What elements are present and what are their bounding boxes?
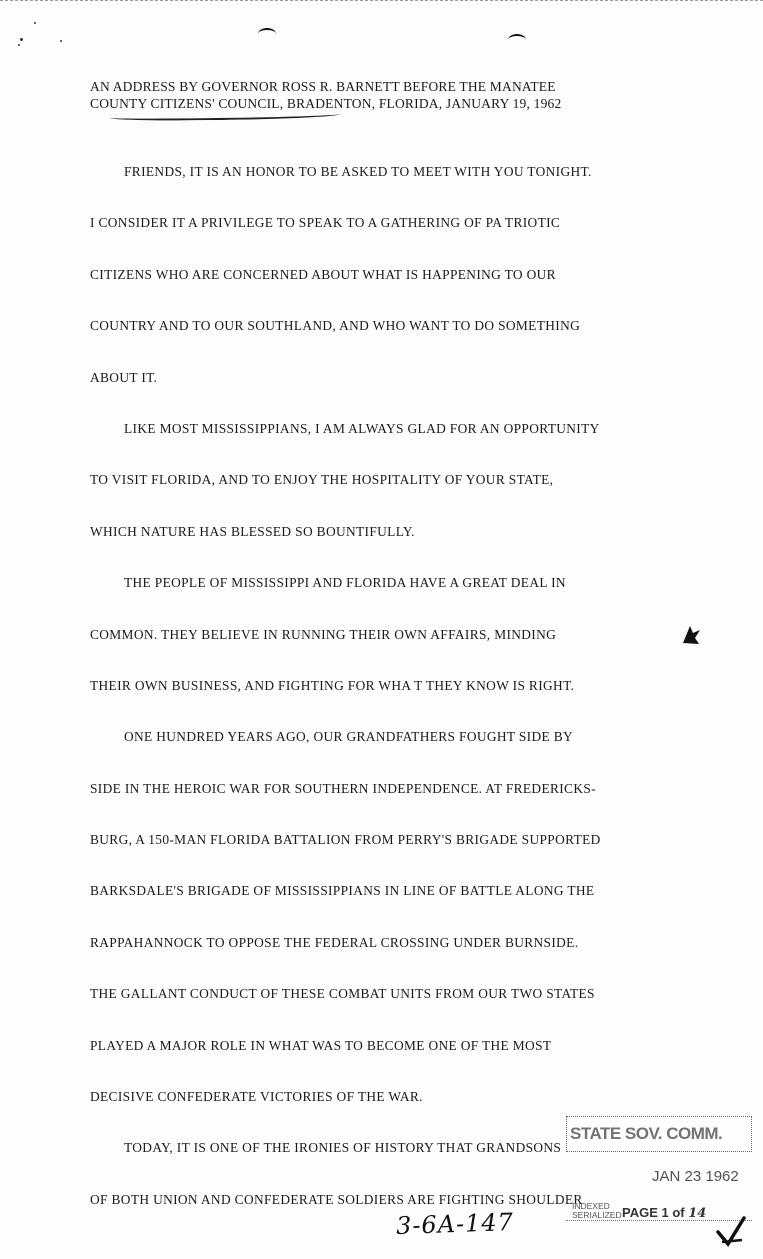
stamp-page-text: PAGE 1 of — [622, 1205, 685, 1220]
stamp-page-total: 14 — [688, 1206, 707, 1221]
speech-line: OF BOTH UNION AND CONFEDERATE SOLDIERS ARE FIGHTING SHOULDER — [90, 1191, 583, 1207]
receipt-stamp — [566, 1116, 754, 1246]
stamp-page-label — [622, 1205, 706, 1221]
speech-line: PLAYED A MAJOR ROLE IN WHAT WAS TO BECOME ONE OF THE MOST — [90, 1037, 552, 1053]
speech-line: COUNTRY AND TO OUR SOUTHLAND, AND WHO WANT TO DO SOMETHING — [90, 318, 581, 334]
scan-speck — [34, 22, 36, 24]
speech-line: WHICH NATURE HAS BLESSED SO BOUNTIFULLY. — [90, 523, 415, 539]
speech-line: LIKE MOST MISSISSIPPIANS, I AM ALWAYS GLAD FOR AN OPPORTUNITY — [124, 420, 600, 436]
speech-line: ONE HUNDRED YEARS AGO, OUR GRANDFATHERS FOUGHT SIDE BY — [124, 729, 574, 745]
speech-line: TO VISIT FLORIDA, AND TO ENJOY THE HOSPITALITY OF YOUR STATE, — [90, 472, 554, 488]
speech-line: THE PEOPLE OF MISSISSIPPI AND FLORIDA HAVE A GREAT DEAL IN — [124, 575, 566, 591]
speech-body — [90, 146, 750, 1225]
page-top-edge — [0, 0, 763, 5]
stamp-date: JAN 23 1962 — [652, 1168, 739, 1185]
handwritten-mark — [258, 28, 276, 40]
speech-line: SIDE IN THE HEROIC WAR FOR SOUTHERN INDEPENDENCE. AT FREDERICKS- — [90, 780, 596, 796]
scan-speck — [20, 38, 23, 41]
handwritten-underline — [110, 111, 340, 121]
stamp-indexed-label: INDEXED SERIALIZED — [572, 1201, 622, 1220]
speech-line: FRIENDS, IT IS AN HONOR TO BE ASKED TO MEET WITH YOU TONIGHT. — [124, 164, 592, 179]
scan-speck — [60, 40, 62, 42]
speech-line: ABOUT IT. — [90, 369, 158, 385]
document-heading — [90, 78, 730, 112]
scan-speck — [18, 44, 20, 46]
speech-line: CITIZENS WHO ARE CONCERNED ABOUT WHAT IS HAPPENING TO OUR — [90, 266, 556, 282]
speech-line: THE GALLANT CONDUCT OF THESE COMBAT UNITS FROM OUR TWO STATES — [90, 986, 595, 1002]
handwritten-mark — [508, 34, 526, 46]
speech-line: THEIR OWN BUSINESS, AND FIGHTING FOR WHA T THEY KNOW IS RIGHT. — [90, 677, 575, 693]
heading-line-1: AN ADDRESS BY GOVERNOR ROSS R. BARNETT BEFORE THE MANATEE — [90, 79, 556, 94]
checkmark-icon — [714, 1214, 748, 1248]
speech-line: DECISIVE CONFEDERATE VICTORIES OF THE WAR. — [90, 1089, 423, 1105]
heading-line-2: COUNTY CITIZENS' COUNCIL, BRADENTON, FLORIDA, JANUARY 19, 1962 — [90, 96, 562, 111]
speech-line: TODAY, IT IS ONE OF THE IRONIES OF HISTORY THAT GRANDSONS — [124, 1140, 562, 1156]
speech-line: I CONSIDER IT A PRIVILEGE TO SPEAK TO A GATHERING OF PA TRIOTIC — [90, 215, 561, 231]
handwritten-file-number: 3-6A-147 — [395, 1207, 515, 1241]
speech-line: BARKSDALE'S BRIGADE OF MISSISSIPPIANS IN LINE OF BATTLE ALONG THE — [90, 883, 595, 899]
stamp-agency: STATE SOV. COMM. — [570, 1124, 723, 1143]
speech-line: COMMON. THEY BELIEVE IN RUNNING THEIR OWN AFFAIRS, MINDING — [90, 626, 557, 642]
ink-blot-mark — [680, 624, 702, 646]
speech-line: BURG, A 150-MAN FLORIDA BATTALION FROM PERRY'S BRIGADE SUPPORTED — [90, 832, 601, 848]
speech-line: RAPPAHANNOCK TO OPPOSE THE FEDERAL CROSSING UNDER BURNSIDE. — [90, 934, 579, 950]
